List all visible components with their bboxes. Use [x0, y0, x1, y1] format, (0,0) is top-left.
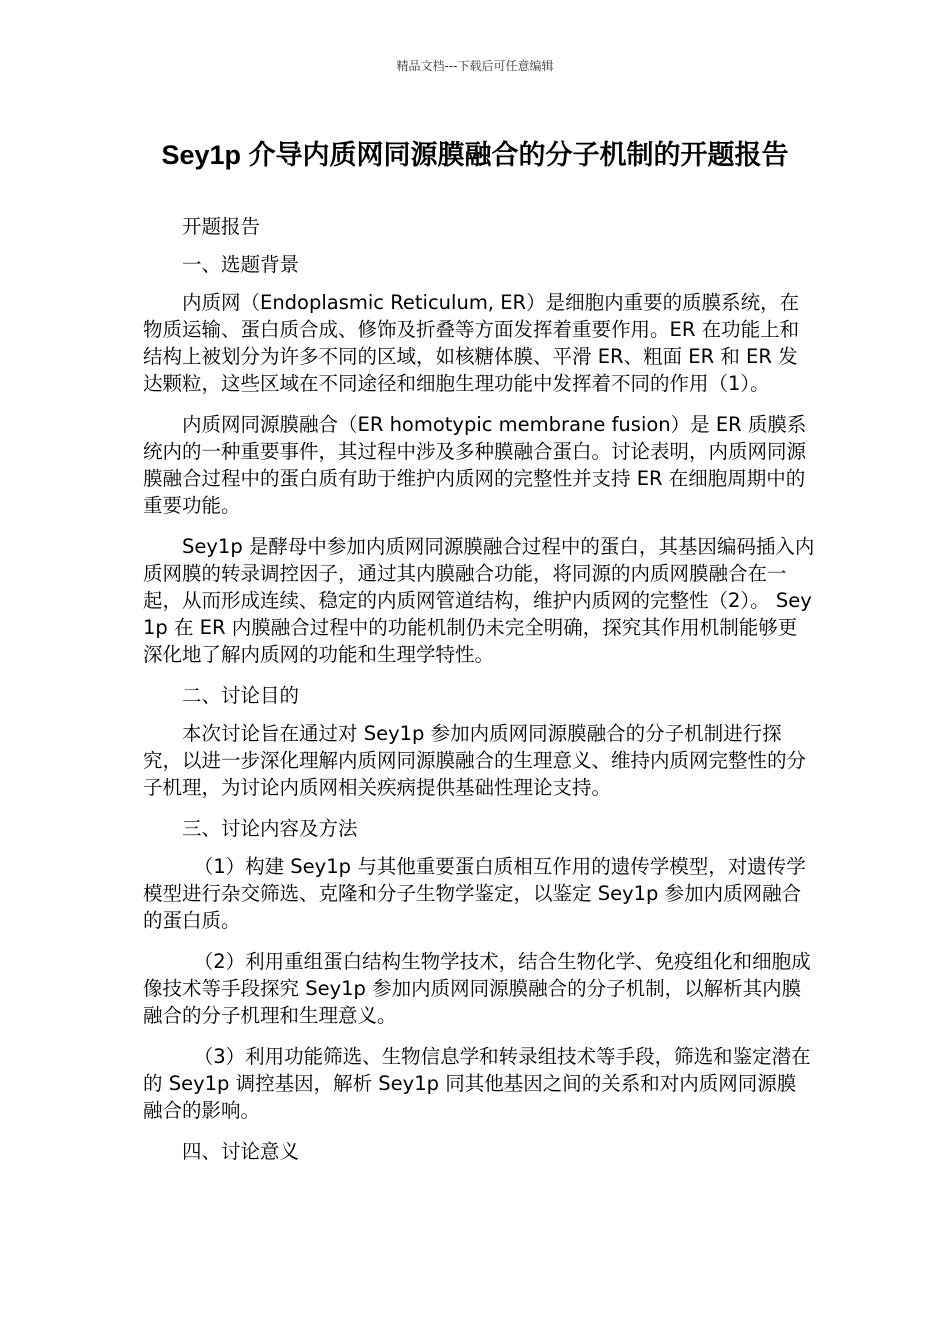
document-title: Sey1p 介导内质网同源膜融合的分子机制的开题报告: [161, 140, 789, 170]
paragraph-er-intro: 内质网（Endoplasmic Reticulum, ER）是细胞内重要的质膜系统，在物质运输、蛋白质合成、修饰及折叠等方面发挥着重要作用。ER 在功能上和结构上被划分为许多不同的区域，如核糖体膜、平滑 ER、粗面 ER 和 ER 发达颗粒，这些区域在不同途径和细胞生理功能中发挥着不同的作用（1）。: [143, 291, 800, 395]
header-note: 精品文档---下载后可任意编辑: [396, 59, 554, 73]
section-heading-purpose: 二、讨论目的: [182, 684, 300, 707]
paragraph-er-fusion: 内质网同源膜融合（ER homotypic membrane fusion）是 ER 质膜系统内的一种重要事件，其过程中涉及多种膜融合蛋白。讨论表明，内质网同源膜融合过程中的蛋白质有助于维护内质网的完整性并支持 ER 在细胞周期中的重要功能。: [143, 413, 807, 517]
list-item-method-2: （2）利用重组蛋白结构生物学技术，结合生物化学、免疫组化和细胞成像技术等手段探究 Sey1p 参加内质网同源膜融合的分子机制，以解析其内膜融合的分子机理和生理意义。: [143, 950, 811, 1027]
section-heading-significance: 四、讨论意义: [182, 1140, 300, 1163]
list-item-method-3: （3）利用功能筛选、生物信息学和转录组技术等手段，筛选和鉴定潜在的 Sey1p 调控基因，解析 Sey1p 同其他基因之间的关系和对内质网同源膜融合的影响。: [143, 1045, 811, 1122]
paragraph-sey1p: Sey1p 是酵母中参加内质网同源膜融合过程中的蛋白，其基因编码插入内质网膜的转录调控因子，通过其内膜融合功能，将同源的内质网膜融合在一起，从而形成连续、稳定的内质网管道结构，维护内质网的完整性（2）。 Sey1p 在 ER 内膜融合过程中的功能机制仍未完全明确，探究其作用机制能够更深化地了解内质网的功能和生理学特性。: [143, 535, 815, 666]
list-item-method-1: （1）构建 Sey1p 与其他重要蛋白质相互作用的遗传学模型，对遗传学模型进行杂交筛选、克隆和分子生物学鉴定，以鉴定 Sey1p 参加内质网融合的蛋白质。: [143, 855, 806, 932]
section-heading-methods: 三、讨论内容及方法: [182, 817, 358, 840]
paragraph-report-label: 开题报告: [182, 215, 261, 238]
section-heading-background: 一、选题背景: [182, 253, 300, 276]
paragraph-purpose: 本次讨论旨在通过对 Sey1p 参加内质网同源膜融合的分子机制进行探究，以进一步深化理解内质网同源膜融合的生理意义、维持内质网完整性的分子机理，为讨论内质网相关疾病提供基础性理论支持。: [143, 722, 807, 799]
document-body: [143, 213, 815, 1176]
